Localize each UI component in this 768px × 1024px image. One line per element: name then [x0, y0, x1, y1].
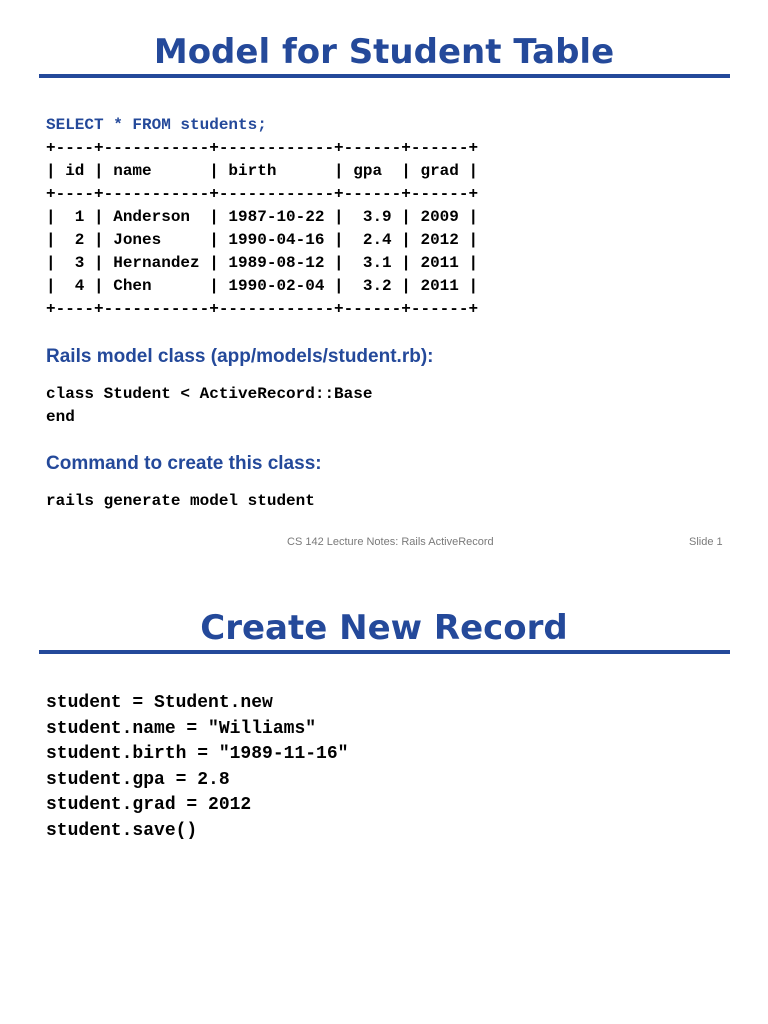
slide-2: [0, 590, 768, 1024]
code-line: student.grad = 2012: [46, 795, 252, 816]
table-row: | 1 | Anderson | 1987-10-22 | 3.9 | 2009 |: [46, 208, 479, 226]
command-heading: Command to create this class:: [46, 453, 322, 474]
code-line: rails generate model student: [46, 492, 315, 510]
table-header-row: | id | name | birth | gpa | grad |: [46, 162, 479, 180]
title-rule: [39, 650, 730, 654]
query-result-table: [46, 137, 478, 321]
sql-query: SELECT * FROM students;: [46, 116, 267, 134]
slide-title: Create New Record: [200, 608, 568, 648]
table-border-bottom: +----+-----------+------------+------+------+: [46, 300, 479, 318]
table-border-top: +----+-----------+------------+------+------+: [46, 139, 479, 157]
slide-footer-title: CS 142 Lecture Notes: Rails ActiveRecord: [287, 536, 494, 548]
model-class-heading: Rails model class (app/models/student.rb):: [46, 346, 434, 367]
create-record-code: [46, 691, 348, 845]
table-row: | 3 | Hernandez | 1989-08-12 | 3.1 | 2011 |: [46, 254, 479, 272]
code-line: student.birth = "1989-11-16": [46, 744, 349, 765]
command-code: [46, 490, 315, 513]
slide-title: Model for Student Table: [153, 32, 615, 72]
table-border-mid: +----+-----------+------------+------+------+: [46, 185, 479, 203]
code-line: class Student < ActiveRecord::Base: [46, 385, 373, 403]
table-row: | 2 | Jones | 1990-04-16 | 2.4 | 2012 |: [46, 231, 479, 249]
code-line: student.name = "Williams": [46, 718, 317, 739]
slide-number: Slide 1: [689, 536, 723, 548]
code-line: end: [46, 408, 75, 426]
model-class-code: [46, 383, 372, 429]
title-rule: [39, 74, 730, 78]
code-line: student.gpa = 2.8: [46, 769, 230, 790]
table-row: | 4 | Chen | 1990-02-04 | 3.2 | 2011 |: [46, 277, 479, 295]
code-line: student.save(): [46, 820, 198, 841]
code-line: student = Student.new: [46, 693, 273, 713]
